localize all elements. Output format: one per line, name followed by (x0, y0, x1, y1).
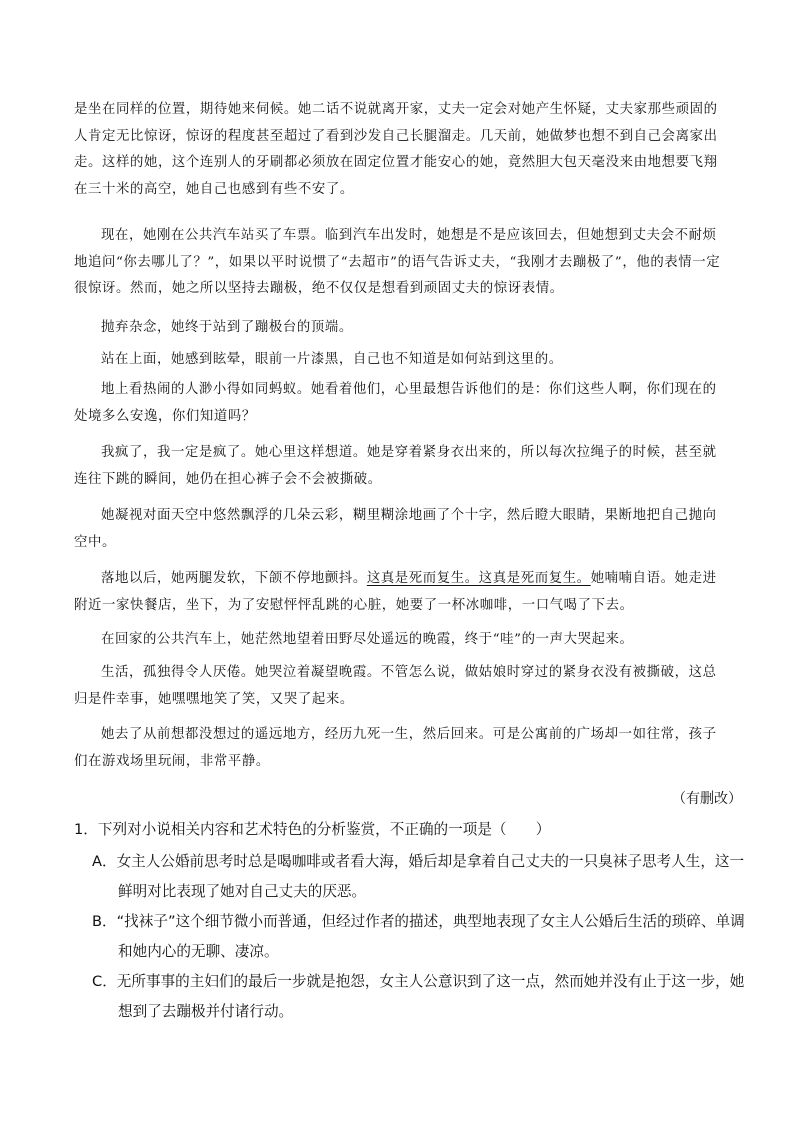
passage-paragraph-4: 站在上面，她感到眩晕，眼前一片漆黑，自己也不知道是如何站到这里的。 (101, 352, 563, 367)
passage-paragraph-8 (74, 566, 722, 619)
underlined-sentence: 这真是死而复生。这真是死而复生。 (366, 571, 591, 586)
source-note: （有删改） (672, 791, 742, 807)
passage-paragraph-11: 她去了从前想都没想过的遥远地方，经历九死一生，然后回来。可是公寓前的广场却一如往常，孩子们在游戏场里玩闹，非常平静。 (74, 727, 717, 769)
option-c: C．无所事事的主妇们的最后一步就是抱怨，女主人公意识到了这一点，然而她并没有止于这一步，她想到了去蹦极并付诸行动。 (92, 973, 745, 1020)
passage-paragraph-7: 她凝视对面天空中悠然飘浮的几朵云彩，糊里糊涂地画了个十字，然后瞪大眼睛，果断地把自己抛向空中。 (74, 508, 717, 550)
passage-paragraph-6: 我疯了，我一定是疯了。她心里这样想道。她是穿着紧身衣出来的，所以每次拉绳子的时候，甚至就连往下跳的瞬间，她仍在担心裤子会不会被撕破。 (74, 445, 717, 487)
paragraph-text-before: 落地以后，她两腿发软，下颌不停地颤抖。 (101, 571, 367, 586)
passage-paragraph-2: 现在，她刚在公共汽车站买了车票。临到汽车出发时，她想是不是应该回去，但她想到丈夫会不耐烦地追问“你去哪儿了？”，如果以平时说惯了“去超市”的语气告诉丈夫，“我刚才去蹦极了”，他的表情一定很惊讶。然而，她之所以坚持去蹦极，绝不仅仅是想看到顽固丈夫的惊讶表情。 (74, 228, 721, 296)
option-b: B．“找袜子”这个细节微小而普通，但经过作者的描述，典型地表现了女主人公婚后生活的琐碎、单调和她内心的无聊、凄凉。 (92, 913, 745, 960)
question-stem: 1．下列对小说相关内容和艺术特色的分析鉴赏，不正确的一项是（ ） (74, 821, 551, 838)
passage-paragraph-1: 是坐在同样的位置，期待她来伺候。她二话不说就离开家，丈夫一定会对她产生怀疑，丈夫家那些顽固的人肯定无比惊讶，惊讶的程度甚至超过了看到沙发自己长腿溜走。几天前，她做梦也想不到自己会离家出走。这样的她，这个连别人的牙刷都必须放在固定位置才能安心的她，竟然胆大包天毫没来由地想要飞翔在三十米的高空，她自己也感到有些不安了。 (74, 102, 718, 197)
passage-paragraph-3: 抛弃杂念，她终于站到了蹦极台的顶端。 (101, 320, 353, 335)
passage-paragraph-9: 在回家的公共汽车上，她茫然地望着田野尽处遥远的晚霞，终于“哇”的一声大哭起来。 (101, 632, 634, 647)
passage-paragraph-5: 地上看热闹的人渺小得如同蚂蚁。她看着他们，心里最想告诉他们的是：你们这些人啊，你们现在的处境多么安逸，你们知道吗？ (74, 382, 717, 424)
paragraph-text-after: 她喃喃自语。她走进附近一家快餐店，坐下，为了安慰怦怦乱跳的心脏，她要了一杯冰咖啡，一口气喝了下去。 (74, 571, 717, 613)
option-a: A．女主人公婚前思考时总是喝咖啡或者看大海，婚后却是拿着自己丈夫的一只臭袜子思考人生，这一鲜明对比表现了她对自己丈夫的厌恶。 (92, 853, 745, 900)
passage-paragraph-10: 生活，孤独得令人厌倦。她哭泣着凝望晚霞。不管怎么说，做姑娘时穿过的紧身衣没有被撕破，这总归是件幸事，她嘿嘿地笑了笑，又哭了起来。 (74, 665, 717, 707)
